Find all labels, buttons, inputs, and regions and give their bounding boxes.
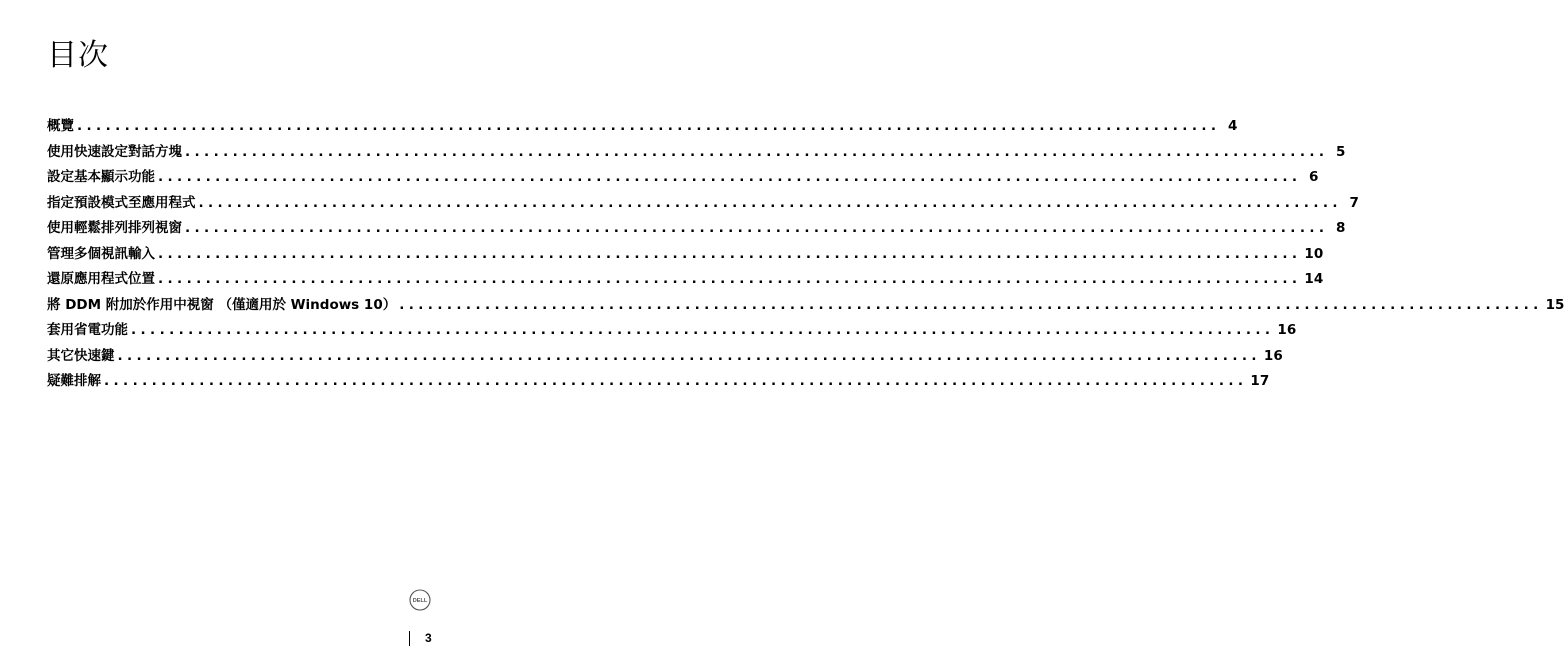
page-title: 目次	[47, 38, 109, 73]
toc-dot-leader: ........................................................................................................................	[104, 373, 1248, 389]
toc-dot-leader: ........................................................................................................................	[117, 347, 1261, 364]
table-of-contents	[47, 116, 1564, 397]
toc-entry[interactable]	[47, 142, 1346, 168]
toc-entry[interactable]	[47, 371, 1270, 397]
toc-dot-leader: ........................................................................................................................	[77, 118, 1221, 134]
toc-entry-page: 7	[1349, 194, 1359, 211]
toc-entry-title: 使用輕鬆排列排列視窗	[47, 220, 182, 236]
toc-dot-leader: ........................................................................................................................	[185, 220, 1329, 236]
toc-entry-page: 15	[1545, 296, 1564, 313]
toc-entry[interactable]	[47, 244, 1324, 270]
toc-dot-leader: ........................................................................................................................	[198, 194, 1342, 211]
toc-entry-page: 10	[1304, 245, 1324, 262]
logo-text: DELL	[412, 598, 428, 604]
dell-logo-icon	[409, 589, 431, 611]
toc-entry-title: 指定預設模式至應用程式	[47, 194, 196, 211]
toc-entry[interactable]	[47, 295, 1564, 321]
toc-dot-leader: ........................................................................................................................	[158, 271, 1302, 287]
toc-entry-page: 14	[1304, 271, 1324, 287]
toc-entry-title: 設定基本顯示功能	[47, 169, 155, 185]
toc-dot-leader: ........................................................................................................................	[158, 169, 1302, 185]
toc-entry[interactable]	[47, 167, 1319, 193]
toc-dot-leader: ........................................................................................................................	[158, 245, 1302, 262]
toc-entry-title: 還原應用程式位置	[47, 271, 155, 287]
toc-entry-title: 概覽	[47, 118, 74, 134]
toc-entry-title: 使用快速設定對話方塊	[47, 143, 182, 160]
toc-dot-leader: ........................................................................................................................	[185, 143, 1329, 160]
toc-entry[interactable]	[47, 116, 1238, 142]
toc-entry[interactable]	[47, 269, 1324, 295]
toc-entry-page: 16	[1263, 347, 1283, 364]
toc-entry[interactable]	[47, 193, 1359, 219]
toc-entry[interactable]	[47, 320, 1297, 346]
toc-entry-page: 4	[1228, 118, 1238, 134]
toc-entry-title: 其它快速鍵	[47, 347, 115, 364]
toc-entry-page: 17	[1250, 373, 1270, 389]
toc-entry-page: 8	[1336, 220, 1346, 236]
toc-entry-title: 疑難排解	[47, 373, 101, 389]
toc-entry-title: 管理多個視訊輸入	[47, 245, 155, 262]
toc-entry-title: 套用省電功能	[47, 322, 128, 338]
toc-entry[interactable]	[47, 218, 1346, 244]
footer-divider	[409, 631, 410, 646]
toc-entry[interactable]	[47, 346, 1283, 372]
toc-entry-page: 16	[1277, 322, 1297, 338]
toc-entry-page: 6	[1309, 169, 1319, 185]
toc-entry-title: 將 DDM 附加於作用中視窗 （僅適用於 Windows 10）	[47, 296, 397, 313]
footer-page-number: 3	[425, 631, 432, 645]
toc-dot-leader: ........................................................................................................................	[131, 322, 1275, 338]
toc-entry-page: 5	[1336, 143, 1346, 160]
toc-dot-leader: ........................................................................................................................	[399, 296, 1543, 313]
